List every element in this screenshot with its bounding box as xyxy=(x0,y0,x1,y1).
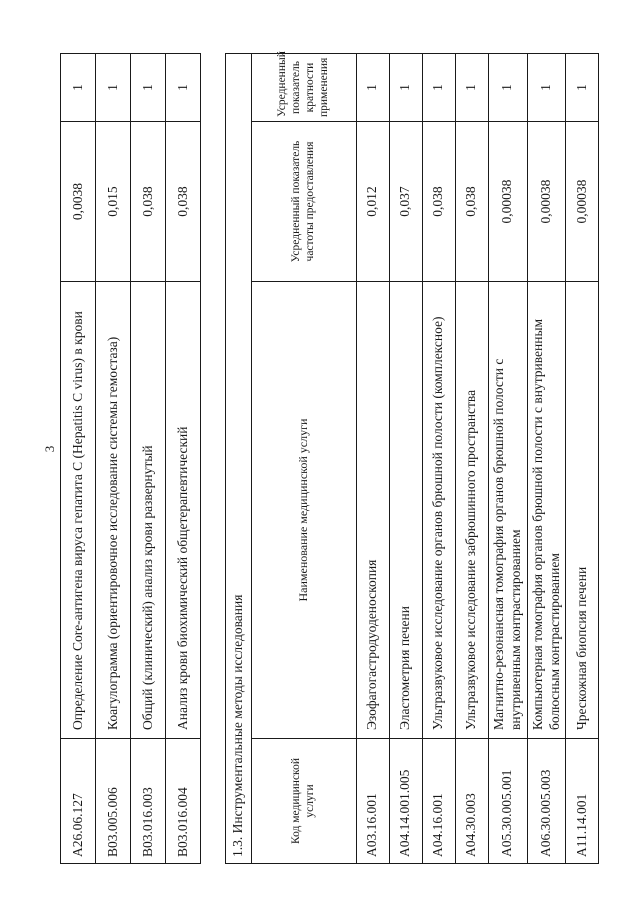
multiplicity-value: 1 xyxy=(527,53,566,121)
section-title: 1.3. Инструментальные методы исследования xyxy=(226,53,252,863)
frequency-value: 0,038 xyxy=(422,122,455,282)
frequency-value: 0,00038 xyxy=(488,122,527,282)
multiplicity-value: 1 xyxy=(566,53,599,121)
service-code: B03.016.004 xyxy=(166,739,201,864)
service-name: Эзофагогастродуоденоскопия xyxy=(356,282,389,739)
service-name: Компьютерная томография органов брюшной полости с внутривенным болюсным контрастированием xyxy=(527,282,566,739)
frequency-value: 0,012 xyxy=(356,122,389,282)
service-name: Ультразвуковое исследование забрюшинного пространства xyxy=(455,282,488,739)
table-row xyxy=(422,53,455,863)
service-name: Эластометрия печени xyxy=(389,282,422,739)
header-frequency: Усредненный показатель частоты предоставления xyxy=(251,122,356,282)
multiplicity-value: 1 xyxy=(389,53,422,121)
page-number: 3 xyxy=(42,445,57,453)
frequency-value: 0,038 xyxy=(166,122,201,282)
table-row xyxy=(166,54,201,864)
service-code: A06.30.005.003 xyxy=(527,739,566,864)
service-code: A03.16.001 xyxy=(356,739,389,864)
multiplicity-value: 1 xyxy=(356,53,389,121)
service-code: A04.14.001.005 xyxy=(389,739,422,864)
multiplicity-value: 1 xyxy=(96,54,131,122)
frequency-value: 0,038 xyxy=(131,122,166,282)
lab-tests-table xyxy=(60,53,201,864)
table-row xyxy=(488,53,527,863)
service-name: Магнитно-резонансная томография органов брюшной полости с внутривенным контрастированием xyxy=(488,282,527,739)
service-code: A04.30.003 xyxy=(455,739,488,864)
service-name: Общий (клинический) анализ крови развернутый xyxy=(131,282,166,739)
instrumental-methods-table xyxy=(225,53,599,864)
frequency-value: 0,015 xyxy=(96,122,131,282)
service-name: Чрескожная биопсия печени xyxy=(566,282,599,739)
section-title-row xyxy=(226,53,252,863)
table-row xyxy=(356,53,389,863)
table-row xyxy=(131,54,166,864)
table-row xyxy=(527,53,566,863)
table-row xyxy=(61,54,96,864)
service-code: A11.14.001 xyxy=(566,739,599,864)
frequency-value: 0,00038 xyxy=(527,122,566,282)
service-code: B03.005.006 xyxy=(96,739,131,864)
multiplicity-value: 1 xyxy=(61,54,96,122)
service-name: Определение Core-антигена вируса гепатита С (Hepatitis C virus) в крови xyxy=(61,282,96,739)
service-code: B03.016.003 xyxy=(131,739,166,864)
frequency-value: 0,00038 xyxy=(566,122,599,282)
table-row xyxy=(455,53,488,863)
header-name: Наименование медицинской услуги xyxy=(251,282,356,739)
frequency-value: 0,0038 xyxy=(61,122,96,282)
header-multiplicity: Усредненный показатель кратности применения xyxy=(251,53,356,121)
service-name: Анализ крови биохимический общетерапевтический xyxy=(166,282,201,739)
multiplicity-value: 1 xyxy=(131,54,166,122)
frequency-value: 0,037 xyxy=(389,122,422,282)
table-row xyxy=(389,53,422,863)
header-row xyxy=(251,53,356,863)
table-row xyxy=(96,54,131,864)
service-code: A04.16.001 xyxy=(422,739,455,864)
service-code: A26.06.127 xyxy=(61,739,96,864)
service-code: A05.30.005.001 xyxy=(488,739,527,864)
multiplicity-value: 1 xyxy=(166,54,201,122)
multiplicity-value: 1 xyxy=(422,53,455,121)
rotated-page-content xyxy=(60,51,600,864)
frequency-value: 0,038 xyxy=(455,122,488,282)
multiplicity-value: 1 xyxy=(455,53,488,121)
table-row xyxy=(566,53,599,863)
header-code: Код медицинской услуги xyxy=(251,739,356,864)
multiplicity-value: 1 xyxy=(488,53,527,121)
service-name: Коагулограмма (ориентировочное исследование системы гемостаза) xyxy=(96,282,131,739)
service-name: Ультразвуковое исследование органов брюшной полости (комплексное) xyxy=(422,282,455,739)
